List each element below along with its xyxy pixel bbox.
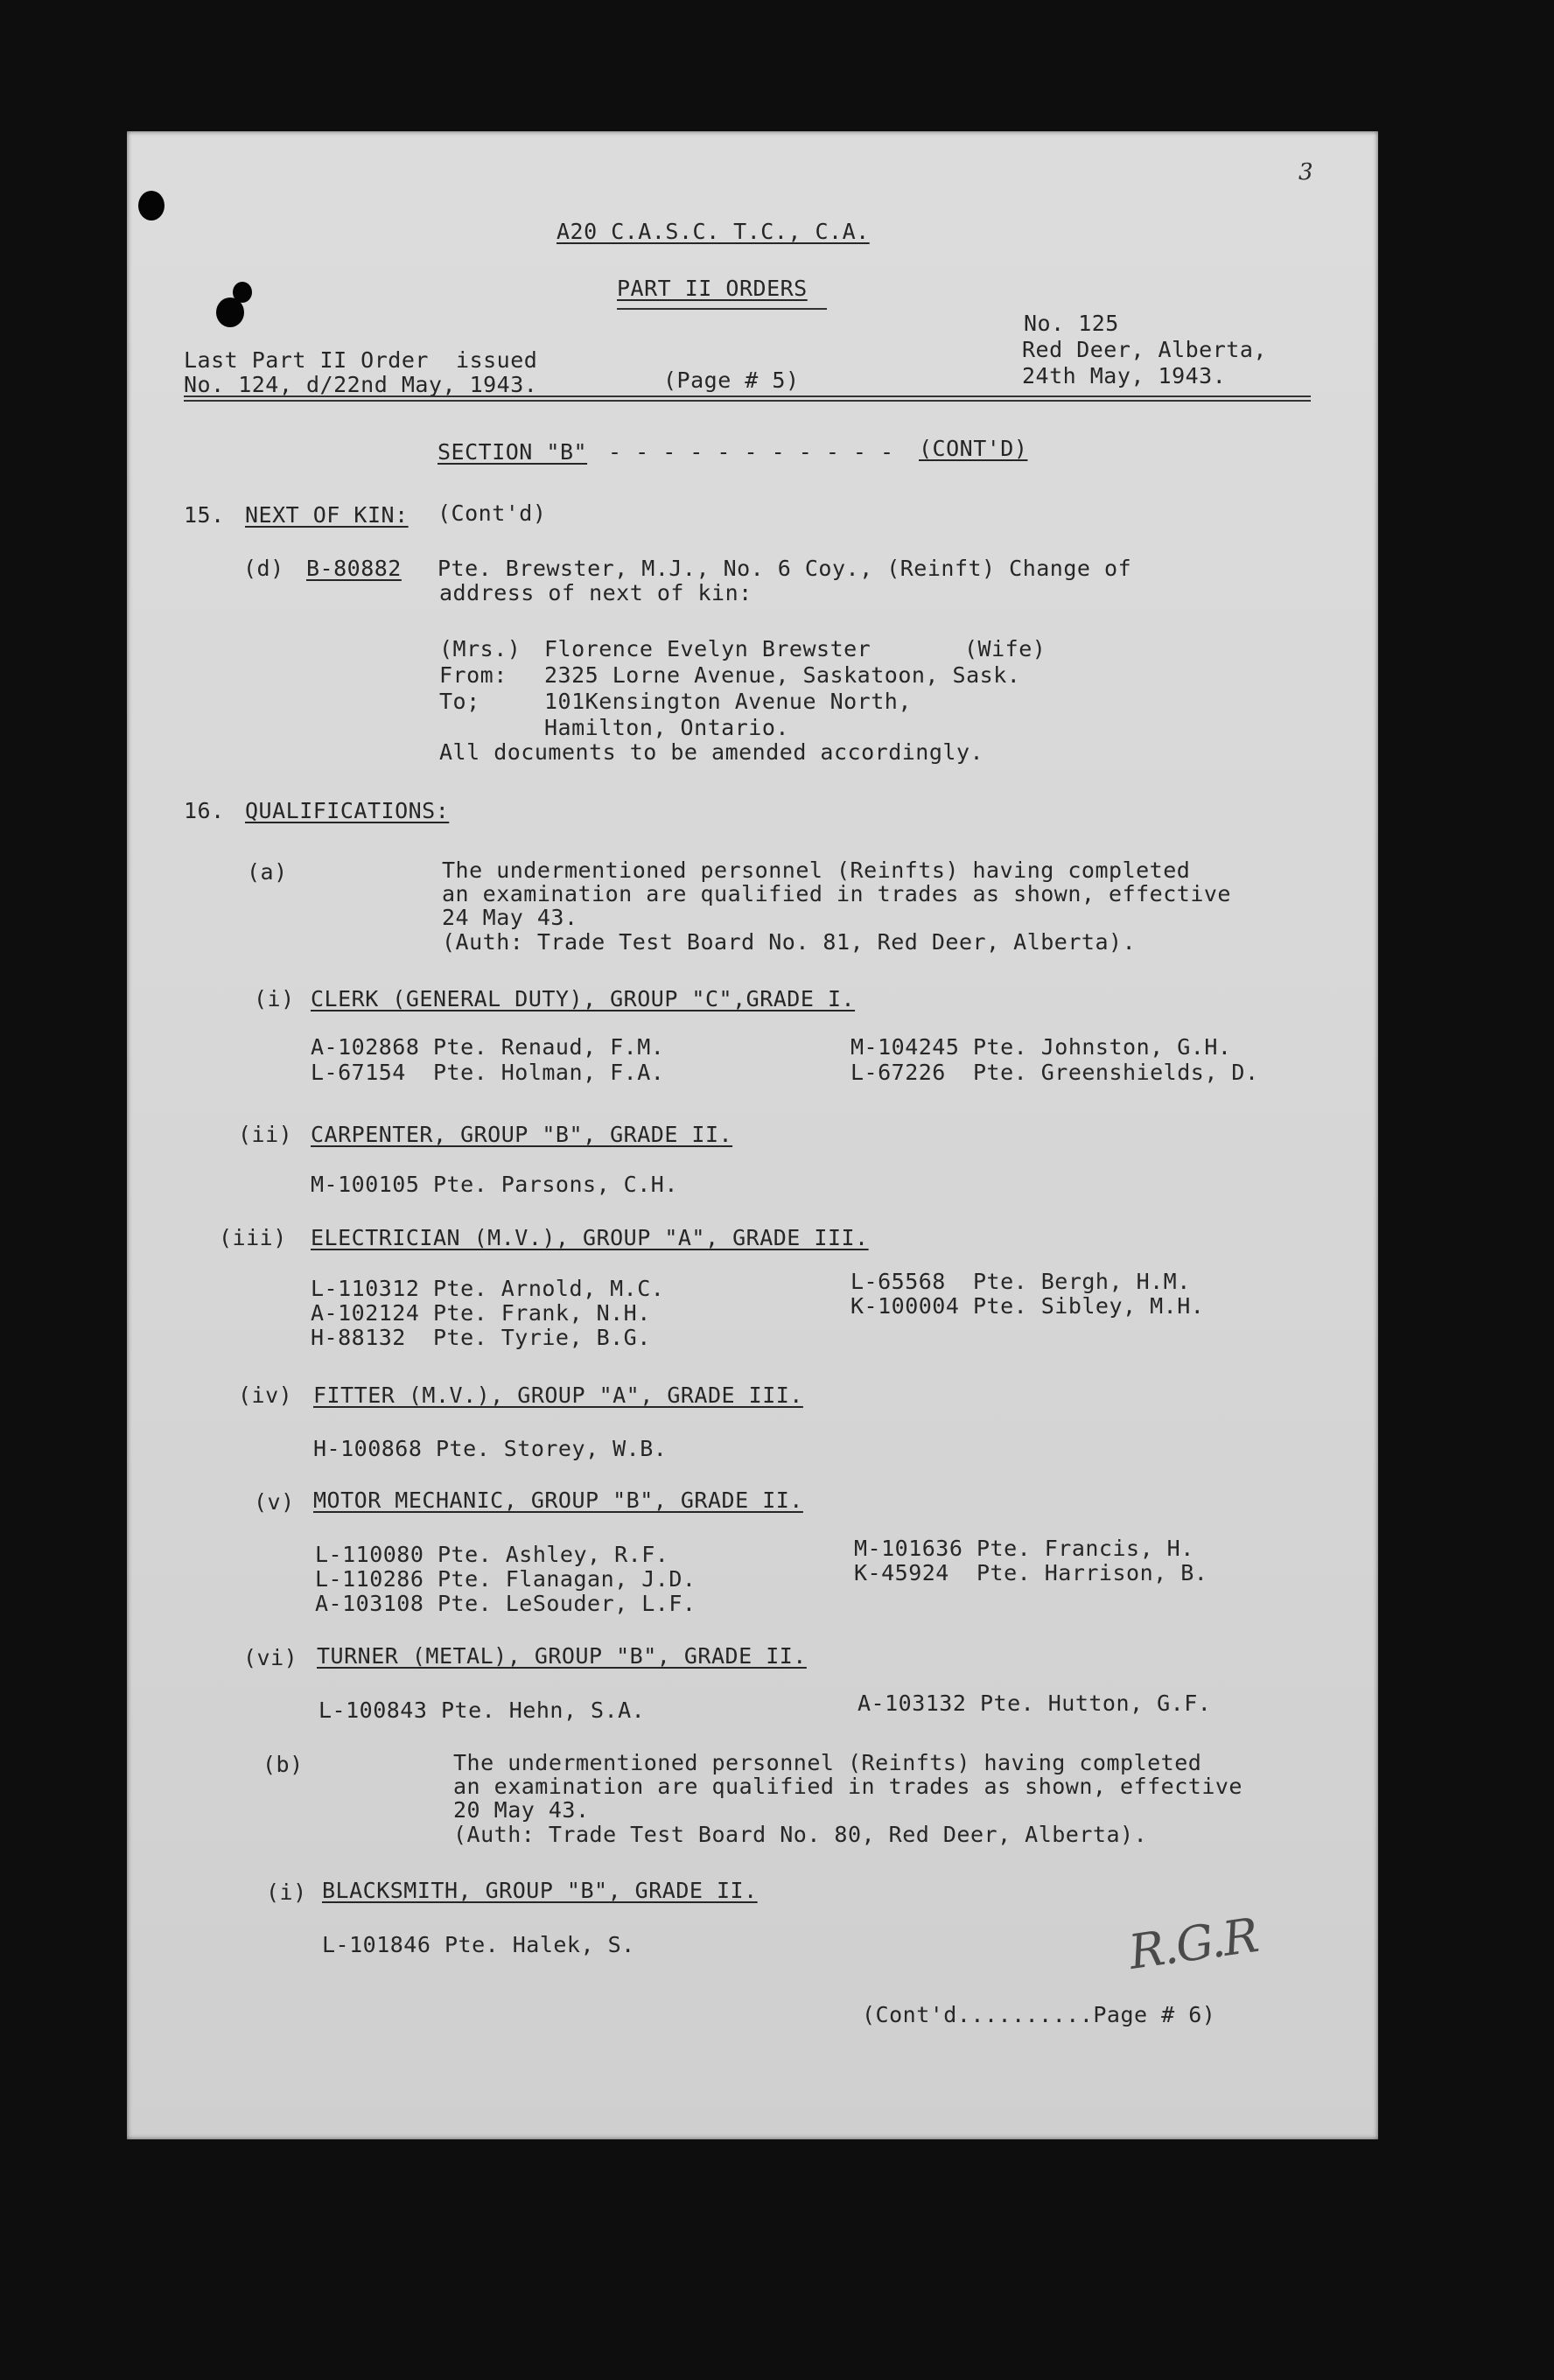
trade-heading: CLERK (GENERAL DUTY), GROUP "C",GRADE I. (311, 986, 856, 1012)
trade-number: (ii) (238, 1122, 293, 1147)
handwritten-initials: R.G.R (1125, 1908, 1261, 1980)
personnel-entry: K-100004 Pte. Sibley, M.H. (850, 1293, 1205, 1319)
personnel-entry: L-67226 Pte. Greenshields, D. (850, 1060, 1259, 1085)
qualifications-heading: QUALIFICATIONS: (245, 798, 450, 823)
unit-heading: A20 C.A.S.C. T.C., C.A. (556, 219, 870, 244)
personnel-entry: M-100105 Pte. Parsons, C.H. (311, 1172, 678, 1197)
order-date: 24th May, 1943. (1022, 363, 1227, 388)
item-number: 15. (184, 502, 225, 528)
to-address-line1: 101Kensington Avenue North, (544, 689, 912, 714)
paragraph-line: (Auth: Trade Test Board No. 80, Red Deer, Alberta). (453, 1822, 1148, 1847)
personnel-entry: L-110286 Pte. Flanagan, J.D. (315, 1566, 696, 1592)
header-rule (184, 400, 1311, 402)
section-dashes: - - - - - - - - - - - (608, 439, 894, 465)
next-of-kin-heading: NEXT OF KIN: (245, 502, 409, 528)
section-contd: (CONT'D) (919, 436, 1028, 461)
trade-number: (iv) (238, 1382, 293, 1408)
trade-heading: MOTOR MECHANIC, GROUP "B", GRADE II. (313, 1488, 803, 1513)
personnel-entry: L-101846 Pte. Halek, S. (322, 1932, 635, 1957)
trade-number: (iii) (219, 1225, 287, 1250)
trade-heading: BLACKSMITH, GROUP "B", GRADE II. (322, 1878, 758, 1903)
from-address: 2325 Lorne Avenue, Saskatoon, Sask. (544, 662, 1021, 688)
personnel-entry: L-65568 Pte. Bergh, H.M. (850, 1269, 1191, 1294)
personnel-entry: L-110080 Pte. Ashley, R.F. (315, 1542, 669, 1567)
to-address-line2: Hamilton, Ontario. (544, 715, 789, 740)
trade-number: (i) (254, 986, 295, 1012)
orders-title: PART II ORDERS (617, 276, 808, 301)
trade-heading: CARPENTER, GROUP "B", GRADE II. (311, 1122, 733, 1147)
kin-relation: (Wife) (964, 636, 1046, 662)
service-number: B-80882 (306, 556, 402, 581)
trade-number: (vi) (243, 1645, 298, 1670)
to-label: To; (439, 689, 480, 714)
sub-item-letter: (b) (262, 1752, 304, 1777)
personnel-entry: M-101636 Pte. Francis, H. (854, 1536, 1194, 1561)
trade-number: (i) (266, 1880, 307, 1905)
sub-item-letter: (a) (247, 859, 288, 885)
from-label: From: (439, 662, 508, 688)
personnel-entry: H-88132 Pte. Tyrie, B.G. (311, 1325, 651, 1350)
paragraph-line: The undermentioned personnel (Reinfts) having completed (453, 1750, 1202, 1775)
sub-item-letter: (d) (243, 556, 284, 581)
personnel-entry: H-100868 Pte. Storey, W.B. (313, 1436, 668, 1461)
last-order-line2: No. 124, d/22nd May, 1943. (184, 372, 538, 397)
mrs-label: (Mrs.) (439, 636, 522, 662)
paragraph-line: an examination are qualified in trades as shown, effective (442, 881, 1231, 906)
paragraph-line: 24 May 43. (442, 905, 578, 930)
ink-blot (233, 282, 252, 303)
paragraph-line: 20 May 43. (453, 1797, 590, 1823)
section-label: SECTION "B" (438, 439, 588, 465)
personnel-entry: A-103108 Pte. LeSouder, L.F. (315, 1591, 696, 1616)
title-underline (617, 308, 827, 310)
order-place: Red Deer, Alberta, (1022, 337, 1267, 362)
personnel-entry: K-45924 Pte. Harrison, B. (854, 1560, 1208, 1586)
next-of-kin-contd: (Cont'd) (438, 500, 547, 526)
personnel-entry: A-103132 Pte. Hutton, G.F. (858, 1690, 1212, 1716)
personnel-entry: A-102124 Pte. Frank, N.H. (311, 1300, 651, 1326)
trade-number: (v) (254, 1489, 295, 1515)
order-number: No. 125 (1024, 311, 1119, 336)
entry-line: address of next of kin: (439, 580, 752, 606)
page-number: (Page # 5) (663, 368, 800, 393)
kin-name: Florence Evelyn Brewster (544, 636, 872, 662)
paragraph-line: an examination are qualified in trades as shown, effective (453, 1774, 1242, 1799)
trade-heading: FITTER (M.V.), GROUP "A", GRADE III. (313, 1382, 803, 1408)
punch-hole-mark (138, 191, 164, 220)
paragraph-line: The undermentioned personnel (Reinfts) having completed (442, 858, 1191, 883)
entry-line: Pte. Brewster, M.J., No. 6 Coy., (Reinft) Change of (438, 556, 1132, 581)
trade-heading: ELECTRICIAN (M.V.), GROUP "A", GRADE III. (311, 1225, 869, 1250)
personnel-entry: A-102868 Pte. Renaud, F.M. (311, 1034, 665, 1060)
trade-heading: TURNER (METAL), GROUP "B", GRADE II. (317, 1643, 807, 1669)
personnel-entry: L-110312 Pte. Arnold, M.C. (311, 1276, 665, 1301)
continued-note: (Cont'd..........Page # 6) (862, 2002, 1216, 2027)
personnel-entry: L-100843 Pte. Hehn, S.A. (318, 1698, 646, 1723)
page-mark: 3 (1298, 159, 1313, 186)
personnel-entry: M-104245 Pte. Johnston, G.H. (850, 1034, 1232, 1060)
header-rule (184, 396, 1311, 397)
paragraph-line: (Auth: Trade Test Board No. 81, Red Deer, Alberta). (442, 929, 1137, 955)
last-order-line1: Last Part II Order issued (184, 347, 538, 373)
item-number: 16. (184, 798, 225, 823)
personnel-entry: L-67154 Pte. Holman, F.A. (311, 1060, 665, 1085)
amend-note: All documents to be amended accordingly. (439, 739, 984, 765)
